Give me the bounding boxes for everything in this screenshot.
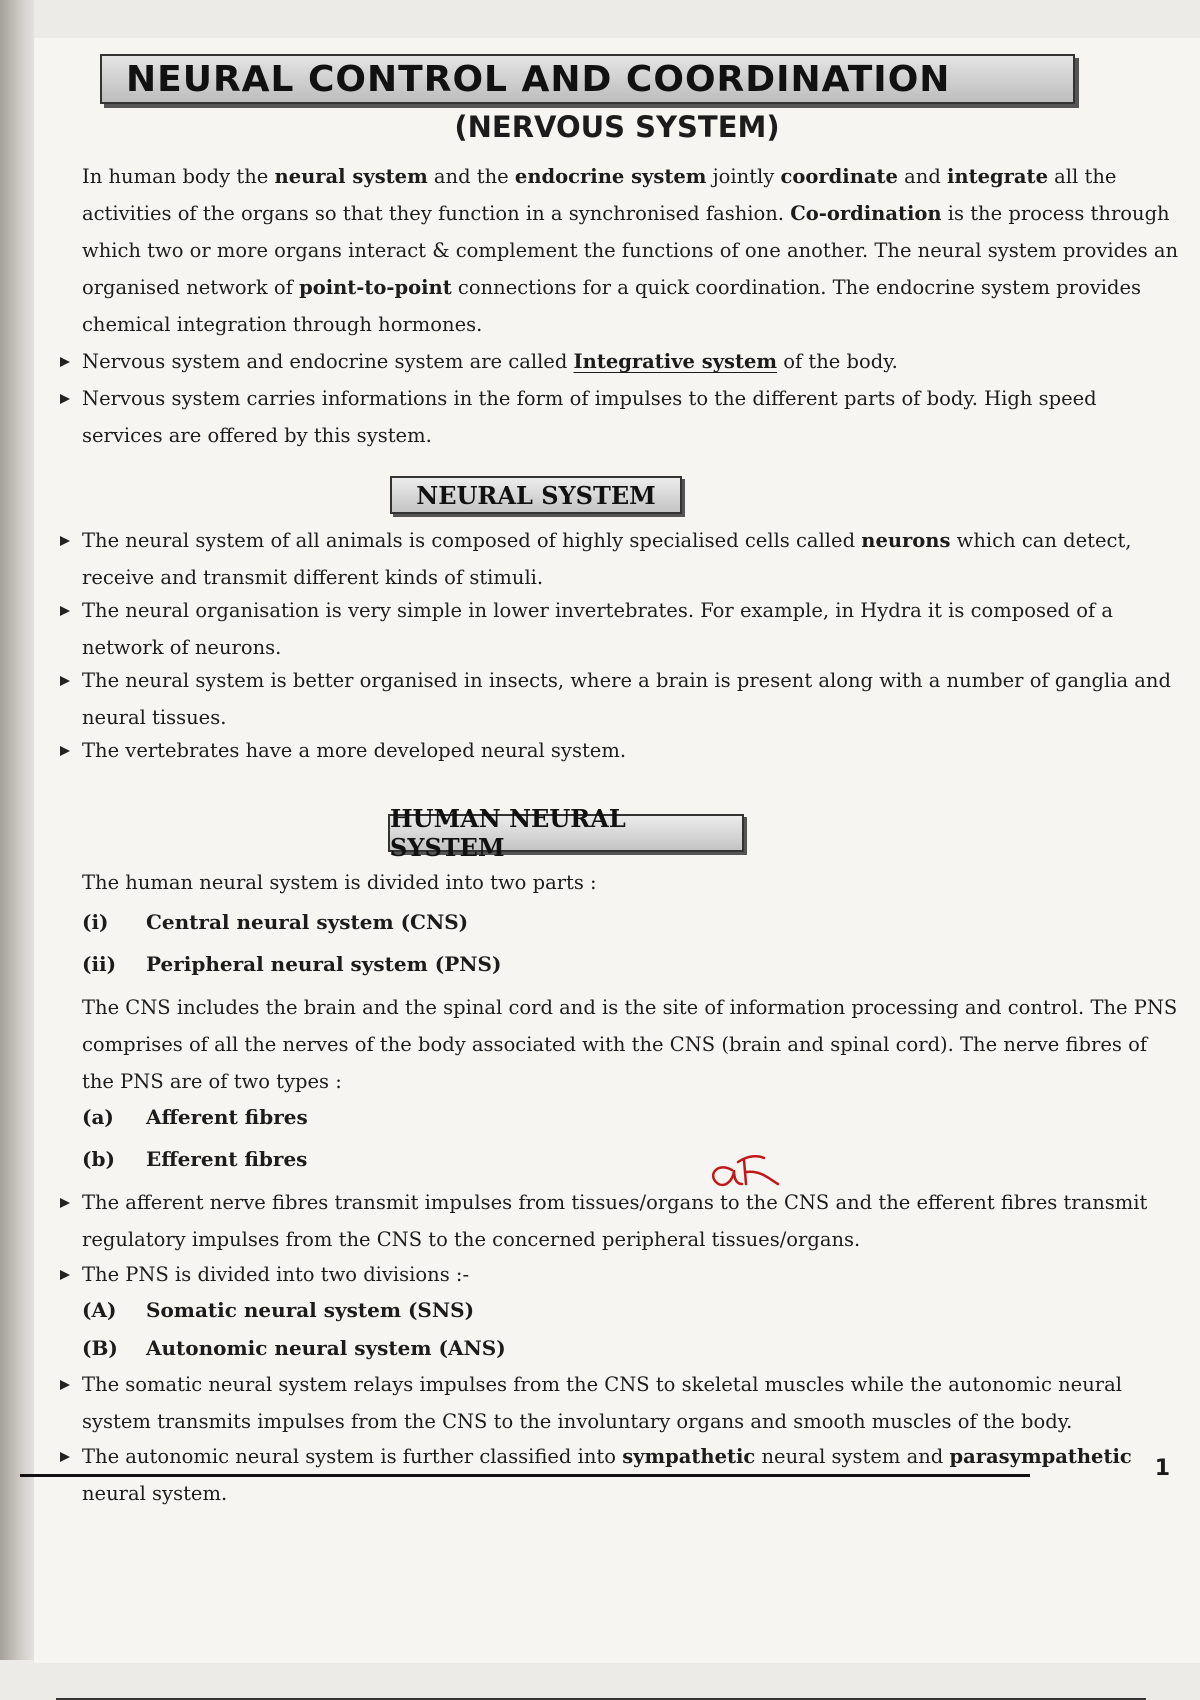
bullet-arrow-icon (60, 606, 70, 616)
somatic-paragraph: The somatic neural system relays impulses from the CNS to skeletal muscles while the autonomic neural system transmits impulses from the CNS to the involuntary organs and smooth muscles of the body. (82, 1366, 1182, 1440)
bullet-arrow-icon (60, 536, 70, 546)
integrative-line: Nervous system and endocrine system are called Integrative system of the body. (82, 343, 1182, 380)
bullet-arrow-icon (60, 357, 70, 367)
list-item: (A) Somatic neural system (SNS) (82, 1298, 475, 1322)
cns-pns-paragraph: The CNS includes the brain and the spinal cord and is the site of information processing and control. The PNS comprises of all the nerves of the body associated with the CNS (brain and spinal cord). The nerve fibres of the PNS are of two types : (82, 996, 1178, 1093)
neural-system-p2: The neural organisation is very simple in lower invertebrates. For example, in Hydra it is composed of a network of neurons. (82, 592, 1182, 666)
intro-text: In human body the neural system and the endocrine system jointly coordinate and integrate all the activities of the organs so that they function in a synchronised fashion. Co-ordination is the process through which two or more organs interact & complement the functions of one another. The neural system provides an organised network of point-to-point connections for a quick coordination. The endocrine system provides chemical integration through hormones. (82, 165, 1179, 336)
fibre-description: The afferent nerve fibres transmit impulses from tissues/organs to the CNS and the efferent fibres transmit regulatory impulses from the CNS to the concerned peripheral tissues/organs. (82, 1184, 1182, 1258)
book-binding-edge (0, 0, 34, 1660)
nervous-system-parts-list (82, 901, 1182, 985)
neural-system-p3: The neural system is better organised in insects, where a brain is present along with a number of ganglia and neural tissues. (82, 662, 1182, 736)
page-title: NEURAL CONTROL AND COORDINATION (126, 58, 951, 100)
bullet-arrow-icon (60, 1380, 70, 1390)
bullet-arrow-icon (60, 1270, 70, 1280)
neural-system-p4: The vertebrates have a more developed neural system. (82, 732, 1182, 769)
neural-system-p1: The neural system of all animals is composed of highly specialised cells called neurons which can detect, receive and transmit different kinds of stimuli. (82, 522, 1182, 596)
autonomic-paragraph: The autonomic neural system is further classified into sympathetic neural system and parasympathetic neural system. (82, 1438, 1182, 1512)
section-heading-human-neural-system: HUMAN NEURAL SYSTEM (388, 814, 744, 852)
bullet-arrow-icon (60, 394, 70, 404)
pns-divisions-intro: The PNS is divided into two divisions :- (82, 1256, 1182, 1293)
page-number: 1 (1154, 1456, 1170, 1481)
page-subtitle: (NERVOUS SYSTEM) (454, 110, 780, 144)
title-banner (100, 54, 1075, 104)
list-item: (ii) Peripheral neural system (PNS) (82, 952, 502, 976)
bullet-arrow-icon (60, 746, 70, 756)
bullet-arrow-icon (60, 676, 70, 686)
page (34, 38, 1200, 1663)
list-item: (a) Afferent fibres (82, 1105, 308, 1129)
section-heading-neural-system: NEURAL SYSTEM (390, 476, 682, 514)
list-item: (B) Autonomic neural system (ANS) (82, 1336, 506, 1360)
fibre-types-list (82, 1096, 1182, 1180)
bullet-arrow-icon (60, 1452, 70, 1462)
intro-paragraph (82, 158, 1182, 343)
footer-rule (20, 1474, 1030, 1477)
pns-divisions-list (82, 1291, 1182, 1367)
list-item: (i) Central neural system (CNS) (82, 910, 469, 934)
human-neural-intro: The human neural system is divided into two parts : (82, 871, 597, 894)
list-item: (b) Efferent fibres (82, 1147, 308, 1171)
impulses-line: Nervous system carries informations in the form of impulses to the different parts of body. High speed services are offered by this system. (82, 380, 1182, 454)
bullet-arrow-icon (60, 1198, 70, 1208)
